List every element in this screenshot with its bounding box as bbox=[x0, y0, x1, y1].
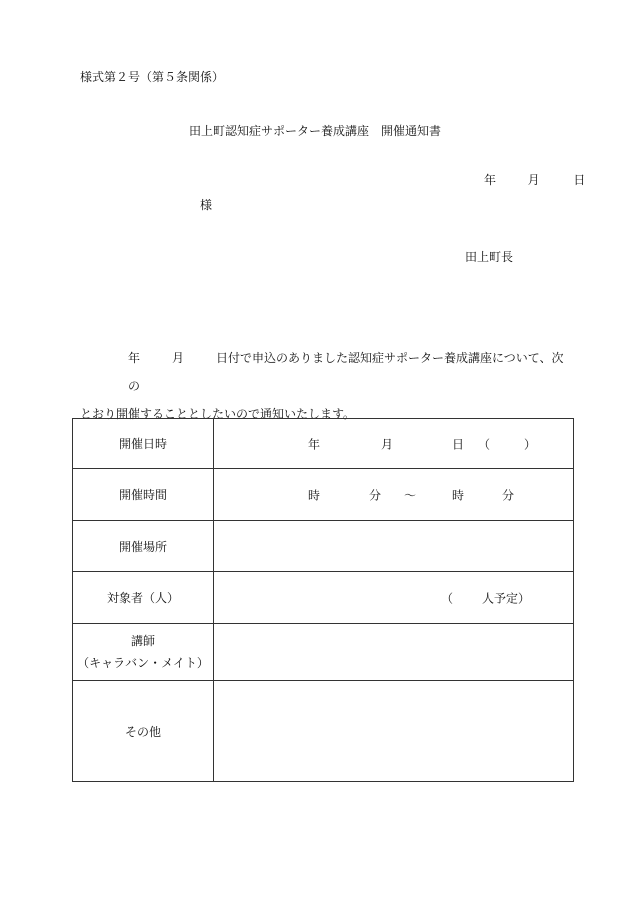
row-label-time: 開催時間 bbox=[73, 469, 214, 521]
body-line-1-text: 日付で申込のありました認知症サポーター養成講座について、次の bbox=[128, 351, 564, 393]
row-label-datetime: 開催日時 bbox=[73, 419, 214, 469]
body-line-2: とおり開催することとしたいので通知いたします。 bbox=[80, 407, 356, 421]
time-end-hour-unit: 時 bbox=[452, 488, 465, 502]
time-value-cell[interactable] bbox=[214, 469, 574, 521]
date-year-unit: 年 bbox=[484, 173, 497, 187]
table-row bbox=[73, 624, 574, 681]
target-planned-suffix: 人予定） bbox=[482, 591, 531, 605]
target-value-cell[interactable] bbox=[214, 572, 574, 624]
date-day-unit: 日 bbox=[573, 173, 586, 187]
row-label-target: 対象者（人） bbox=[73, 572, 214, 624]
table-row bbox=[73, 469, 574, 521]
table-row bbox=[73, 521, 574, 572]
datetime-weekday-open: （ bbox=[478, 437, 491, 451]
recipient-suffix: 様 bbox=[200, 198, 213, 212]
event-info-table bbox=[72, 418, 574, 782]
other-value-cell[interactable] bbox=[214, 681, 574, 782]
datetime-year-unit: 年 bbox=[308, 437, 321, 451]
body-line-1 bbox=[80, 344, 568, 400]
datetime-weekday-close: ） bbox=[524, 437, 537, 451]
instructor-label-line-2: （キャラバン・メイト） bbox=[77, 656, 209, 670]
datetime-month-unit: 月 bbox=[381, 437, 394, 451]
body-paragraph bbox=[80, 344, 568, 428]
row-label-venue: 開催場所 bbox=[73, 521, 214, 572]
row-label-instructor bbox=[73, 624, 214, 681]
table-row bbox=[73, 572, 574, 624]
table-row bbox=[73, 681, 574, 782]
issue-date-line bbox=[484, 171, 585, 188]
instructor-value-cell[interactable] bbox=[214, 624, 574, 681]
row-label-other: その他 bbox=[73, 681, 214, 782]
body-month-unit: 月 bbox=[172, 351, 185, 365]
body-year-unit: 年 bbox=[128, 351, 141, 365]
document-title: 田上町認知症サポーター養成講座 開催通知書 bbox=[188, 124, 441, 138]
datetime-day-unit: 日 bbox=[452, 437, 465, 451]
datetime-value-cell[interactable] bbox=[214, 419, 574, 469]
instructor-label-line-1: 講師 bbox=[130, 634, 155, 648]
sender-name: 田上町長 bbox=[465, 250, 514, 264]
time-start-hour-unit: 時 bbox=[308, 488, 321, 502]
table-row bbox=[73, 419, 574, 469]
target-paren-open: （ bbox=[441, 591, 454, 605]
time-end-minute-unit: 分 bbox=[502, 488, 515, 502]
venue-value-cell[interactable] bbox=[214, 521, 574, 572]
form-number: 様式第２号（第５条関係） bbox=[80, 70, 225, 84]
date-month-unit: 月 bbox=[527, 173, 540, 187]
time-start-minute-unit: 分 bbox=[369, 488, 382, 502]
time-range-tilde: ～ bbox=[404, 488, 417, 502]
